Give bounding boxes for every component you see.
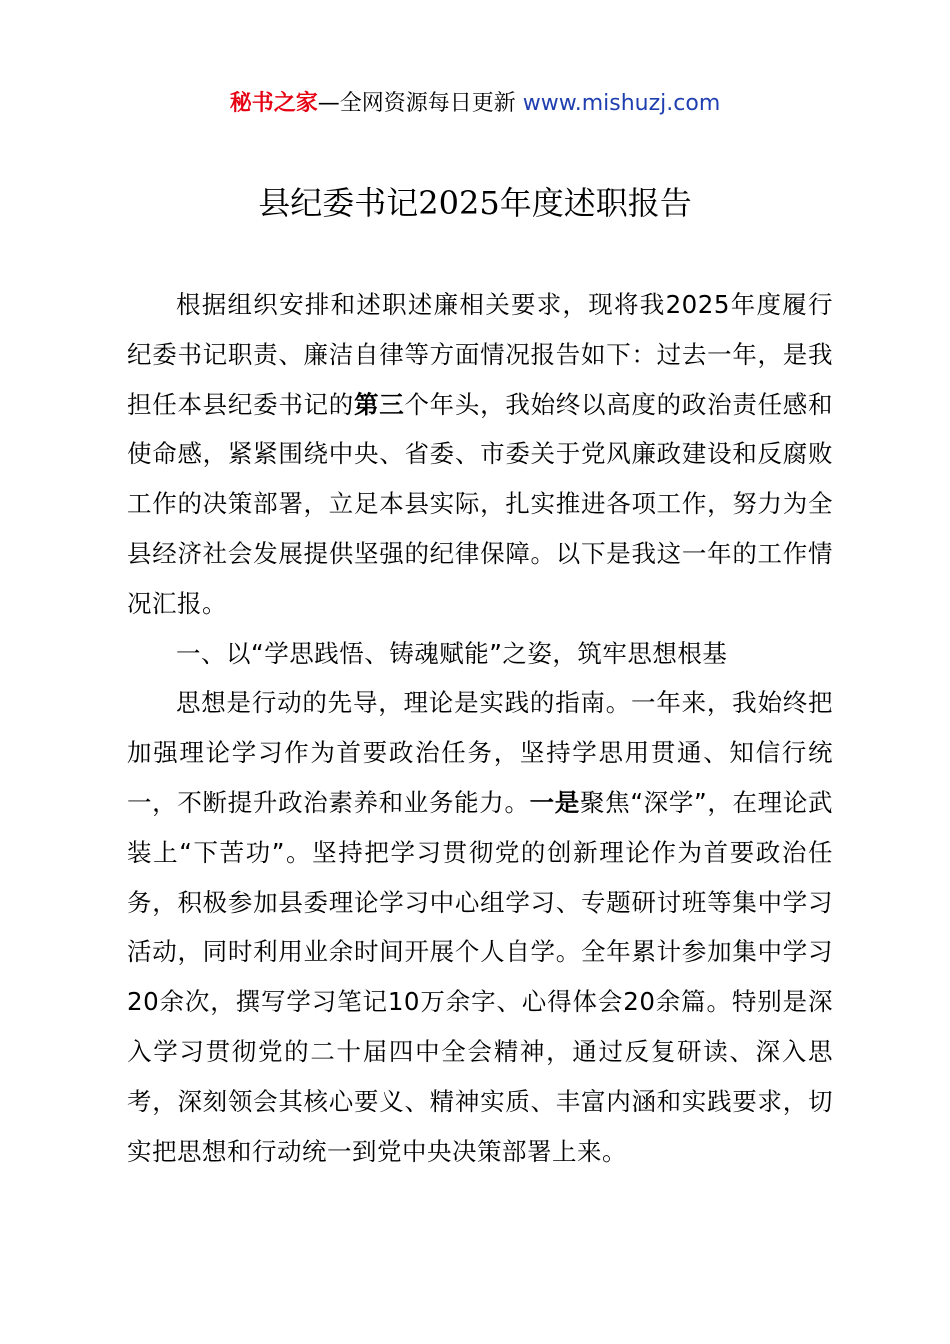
paragraph-intro-emphasis: 第三 xyxy=(354,389,405,419)
header-url[interactable]: www.mishuzj.com xyxy=(522,91,721,116)
header-tagline: —全网资源每日更新 xyxy=(317,91,523,116)
paragraph-section-1 xyxy=(127,678,833,1176)
paragraph-intro-text-a: 根据组织安排和述职述廉相关要求，现将我2025年度履行纪委书记职责、廉洁自律等方面情况报告如下：过去一年，是我担任本县纪委书记的 xyxy=(127,290,833,419)
header-banner xyxy=(0,88,950,120)
paragraph-section-1-emphasis: 一是 xyxy=(529,787,580,817)
paragraph-section-1-text-b: 聚焦“深学”，在理论武装上“下苦功”。坚持把学习贯彻党的创新理论作为首要政治任务，积极参加县委理论学习中心组学习、专题研讨班等集中学习活动，同时利用业余时间开展个人自学。全年累计参加集中学习20余次，撰写学习笔记10万余字、心得体会20余篇。特别是深入学习贯彻党的二十届四中全会精神，通过反复研读、深入思考，深刻领会其核心要义、精神实质、丰富内涵和实践要求，切实把思想和行动统一到党中央决策部署上来。 xyxy=(127,787,834,1166)
paragraph-intro-text-b: 个年头，我始终以高度的政治责任感和使命感，紧紧围绕中央、省委、市委关于党风廉政建设和反腐败工作的决策部署，立足本县实际，扎实推进各项工作，努力为全县经济社会发展提供坚强的纪律保障。以下是我这一年的工作情况汇报。 xyxy=(127,389,834,618)
section-heading-1: 一、以“学思践悟、铸魂赋能”之姿，筑牢思想根基 xyxy=(176,638,728,668)
brand-name: 秘书之家 xyxy=(229,91,318,116)
document-title: 县纪委书记2025年度述职报告 xyxy=(258,184,692,222)
document-body xyxy=(127,280,833,1176)
paragraph-section-1-text-a: 思想是行动的先导，理论是实践的指南。一年来，我始终把加强理论学习作为首要政治任务，坚持学思用贯通、知信行统一，不断提升政治素养和业务能力。 xyxy=(127,688,833,817)
paragraph-intro xyxy=(127,280,833,629)
